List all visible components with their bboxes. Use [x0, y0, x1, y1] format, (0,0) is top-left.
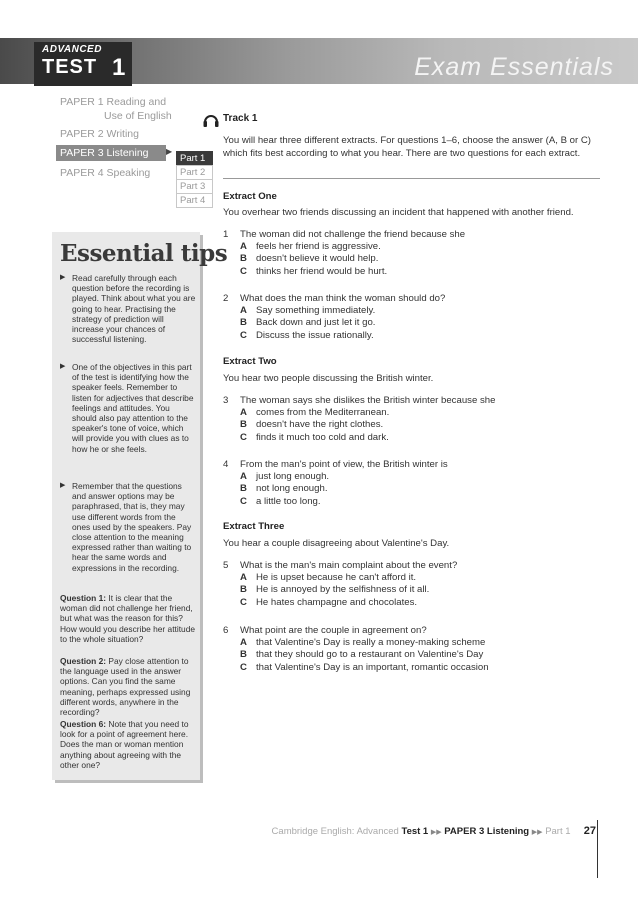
question-note: Question 6: Note that you need to look for a point of agreement here. Does the man or woman mention anything about agreeing with the other one?: [60, 719, 189, 770]
headphones-icon: [202, 112, 220, 128]
answer-option[interactable]: A that Valentine's Day is really a money-making scheme: [240, 637, 486, 649]
instructions: You will hear three different extracts. For questions 1–6, choose the answer (A, B or C) which fits best according to what you hear. There are two questions for each extract.: [223, 135, 591, 159]
footer-exam: Cambridge English: Advanced: [271, 826, 399, 837]
question-number: 4: [223, 459, 229, 470]
tip-item: ▶ Remember that the questions and answer options may be paraphrased, that is, they may use different words from the ones used by the speakers. Pay close attention to the meaning expressed rather than waiting to hear the same words and expressions in the recording.: [60, 481, 192, 573]
question-note: Question 2: Pay close attention to the language used in the answer options. Can you find the same meaning, perhaps expressed using different words, anywhere in the recording?: [60, 656, 191, 718]
question-number: 6: [223, 625, 229, 636]
extract-title: Extract Two: [223, 356, 277, 367]
footer-rule: [597, 820, 598, 878]
track-label: Track 1: [223, 113, 258, 124]
divider: [223, 178, 600, 179]
question-5: [223, 560, 603, 609]
answer-option[interactable]: C thinks her friend would be hurt.: [240, 265, 388, 277]
tip-item: ▶ Read carefully through each question before the recording is played. Think about what you are going to hear. Practising the strategy of prediction will increase your chances of successful listening.: [60, 273, 196, 345]
question-number: 5: [223, 560, 229, 571]
bullet-arrow-icon: ▶: [60, 363, 66, 370]
nav-part-1[interactable]: Part 1: [176, 151, 213, 166]
answer-option[interactable]: C finds it much too cold and dark.: [240, 431, 389, 443]
extract-description: You hear two people discussing the British winter.: [223, 373, 434, 384]
bullet-arrow-icon: ▶: [60, 274, 66, 281]
answer-option[interactable]: B that they should go to a restaurant on Valentine's Day: [240, 649, 484, 661]
answer-option[interactable]: A comes from the Mediterranean.: [240, 407, 390, 419]
answer-option[interactable]: A Say something immediately.: [240, 305, 376, 317]
answer-option[interactable]: B doesn't believe it would help.: [240, 253, 379, 265]
extract-description: You overhear two friends discussing an incident that happened with another friend.: [223, 207, 574, 218]
question-4: [223, 459, 603, 508]
page-footer: [272, 825, 596, 837]
extract-title: Extract One: [223, 191, 277, 202]
tip-item: ▶ One of the objectives in this part of the test is identifying how the speaker feels. Remember to listen for adjectives that describe feelings and attitudes. You should also pay attention to the speaker's tone of voice, which will provide you with clues as to how he or she feels.: [60, 362, 194, 454]
footer-part: Part 1: [545, 826, 571, 837]
nav-arrow-icon: ▶: [166, 147, 173, 156]
answer-option[interactable]: C that Valentine's Day is an important, romantic occasion: [240, 661, 489, 673]
nav-paper-2[interactable]: PAPER 2 Writing: [60, 128, 139, 140]
section-title: Exam Essentials: [414, 53, 614, 81]
answer-option[interactable]: C a little too long.: [240, 495, 321, 507]
question-number: 1: [223, 229, 229, 240]
question-3: [223, 395, 603, 444]
arrow-icon: ▶▶: [531, 829, 543, 836]
question-stem: The woman says she dislikes the British winter because she: [240, 395, 496, 406]
question-number: 2: [223, 293, 229, 304]
nav-part-2[interactable]: Part 2: [176, 165, 213, 180]
answer-option[interactable]: C Discuss the issue rationally.: [240, 329, 374, 341]
question-stem: From the man's point of view, the British winter is: [240, 459, 448, 470]
question-note: Question 1: It is clear that the woman did not challenge her friend, but what was the reason for this? How would you describe her attitude to the whole situation?: [60, 593, 196, 644]
arrow-icon: ▶▶: [430, 829, 442, 836]
level-label: ADVANCED: [42, 44, 102, 55]
page-number: 27: [583, 825, 596, 837]
answer-option[interactable]: B Back down and just let it go.: [240, 317, 376, 329]
nav-paper-3-active[interactable]: PAPER 3 Listening: [56, 145, 166, 161]
answer-option[interactable]: A just long enough.: [240, 471, 330, 483]
answer-option[interactable]: A He is upset because he can't afford it.: [240, 572, 417, 584]
footer-section: Listening: [486, 826, 530, 837]
nav-part-4[interactable]: Part 4: [176, 193, 213, 208]
footer-test: Test 1: [401, 826, 429, 837]
question-6: [223, 625, 603, 674]
question-1: [223, 229, 603, 278]
question-stem: What point are the couple in agreement on?: [240, 625, 427, 636]
question-stem: What does the man think the woman should do?: [240, 293, 446, 304]
extract-title: Extract Three: [223, 521, 285, 532]
nav-paper-1[interactable]: [60, 95, 172, 123]
footer-paper: PAPER 3: [444, 826, 485, 837]
question-2: [223, 293, 603, 342]
answer-option[interactable]: A feels her friend is aggressive.: [240, 241, 381, 253]
test-label: TEST: [42, 56, 98, 78]
answer-option[interactable]: B He is annoyed by the selfishness of it all.: [240, 584, 430, 596]
bullet-arrow-icon: ▶: [60, 482, 66, 489]
nav-paper-1-label: PAPER 1 Reading and: [60, 96, 167, 108]
answer-option[interactable]: B doesn't have the right clothes.: [240, 419, 384, 431]
nav-part-3[interactable]: Part 3: [176, 179, 213, 194]
answer-option[interactable]: B not long enough.: [240, 483, 328, 495]
tips-title: Essential tips: [60, 240, 228, 267]
question-stem: What is the man's main complaint about the event?: [240, 560, 458, 571]
question-number: 3: [223, 395, 229, 406]
answer-option[interactable]: C He hates champagne and chocolates.: [240, 596, 418, 608]
test-number: 1: [112, 54, 126, 81]
extract-description: You hear a couple disagreeing about Valentine's Day.: [223, 538, 450, 549]
question-stem: The woman did not challenge the friend because she: [240, 229, 466, 240]
nav-paper-4[interactable]: PAPER 4 Speaking: [60, 167, 151, 179]
nav-paper-1-label-line2: Use of English: [104, 110, 172, 122]
